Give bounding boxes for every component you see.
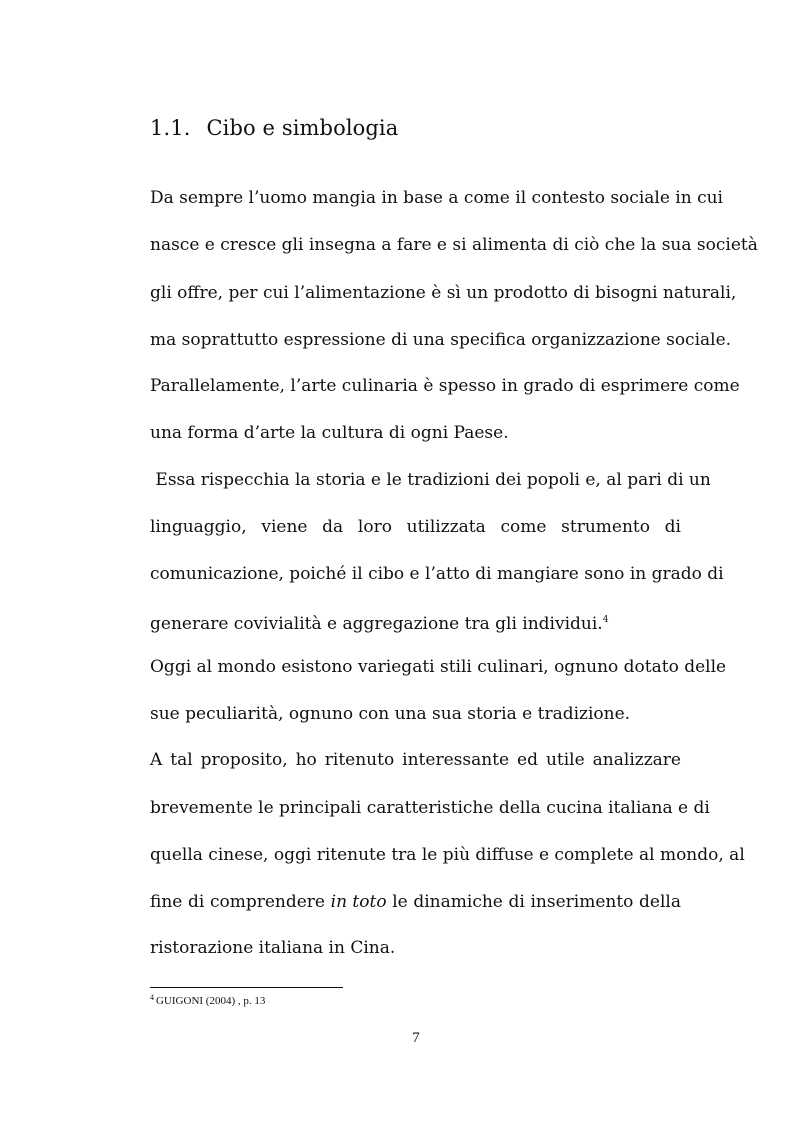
body-line: Da sempre l’uomo mangia in base a come il contesto sociale in cui <box>150 188 723 208</box>
line-fragment: inserimento <box>530 892 634 912</box>
body-line: A tal proposito, ho ritenuto interessante ed utile analizzare <box>150 750 681 770</box>
footnote-reference: 4 <box>602 615 609 625</box>
line-fragment: fine <box>150 892 183 912</box>
body-line: quella cinese, oggi ritenute tra le più diffuse e complete al mondo, al <box>150 845 745 865</box>
body-line: nasce e cresce gli insegna a fare e si alimenta di ciò che la sua società <box>150 235 758 255</box>
section-title: Cibo e simbologia <box>206 116 399 140</box>
footnote-separator <box>150 987 343 988</box>
body-line: ma soprattutto espressione di una specifica organizzazione sociale. <box>150 330 732 350</box>
body-line: brevemente le principali caratteristiche della cucina italiana e di <box>150 798 710 818</box>
body-line: Essa rispecchia la storia e le tradizioni dei popoli e, al pari di un <box>150 470 711 490</box>
line-fragment: di <box>508 892 525 912</box>
italic-phrase: in toto <box>330 892 387 912</box>
section-heading <box>150 116 398 140</box>
line-fragment: le <box>392 892 408 912</box>
body-line: comunicazione, poiché il cibo e l’atto di mangiare sono in grado di <box>150 564 724 584</box>
page-number: 7 <box>412 1030 420 1046</box>
section-number: 1.1. <box>150 116 191 140</box>
footnote <box>150 993 265 1007</box>
body-line: sue peculiarità, ognuno con una sua storia e tradizione. <box>150 704 631 724</box>
body-line: ristorazione italiana in Cina. <box>150 938 396 958</box>
footnote-number: 4 <box>150 993 154 1002</box>
body-line-with-footnote <box>150 609 681 635</box>
line-fragment: dinamiche <box>413 892 503 912</box>
body-line-text: generare covivialità e aggregazione tra gli individui. <box>150 614 603 634</box>
body-line: una forma d’arte la cultura di ogni Paese. <box>150 423 509 443</box>
line-fragment: comprendere <box>209 892 325 912</box>
body-line: Parallelamente, l’arte culinaria è spesso in grado di esprimere come <box>150 376 740 396</box>
footnote-text: GUIGONI (2004) , p. 13 <box>156 995 266 1007</box>
body-line: Oggi al mondo esistono variegati stili culinari, ognuno dotato delle <box>150 657 727 677</box>
body-line: gli offre, per cui l’alimentazione è sì un prodotto di bisogni naturali, <box>150 283 737 303</box>
body-line: linguaggio, viene da loro utilizzata come strumento di <box>150 517 681 537</box>
line-fragment: della <box>639 892 681 912</box>
line-fragment: di <box>188 892 205 912</box>
body-line-with-italic <box>150 891 681 913</box>
